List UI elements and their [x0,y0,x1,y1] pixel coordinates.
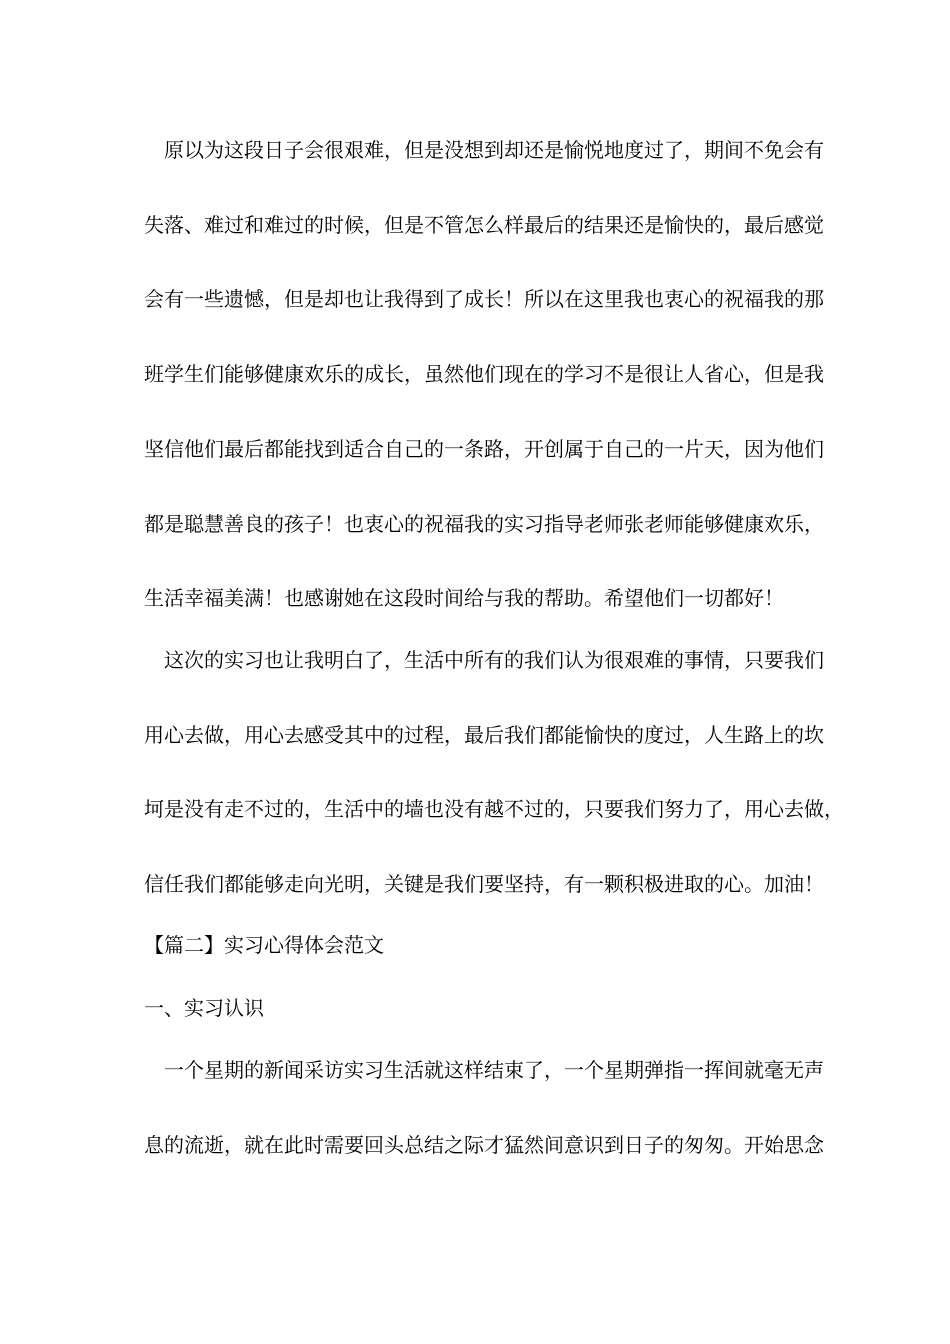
text-line: 都是聪慧善良的孩子！也衷心的祝福我的实习指导老师张老师能够健康欢乐， [144,512,824,536]
text-line: 坚信他们最后都能找到适合自己的一条路，开创属于自己的一片天，因为他们 [144,437,824,461]
text-line: 用心去做，用心去感受其中的过程，最后我们都能愉快的度过，人生路上的坎 [144,723,824,747]
subsection-heading: 一、实习认识 [144,996,264,1020]
text-line: 坷是没有走不过的，生活中的墙也没有越不过的，只要我们努力了，用心去做， [144,797,844,821]
text-line: 一个星期的新闻采访实习生活就这样结束了，一个星期弹指一挥间就毫无声 [144,1058,824,1082]
text-line: 班学生们能够健康欢乐的成长，虽然他们现在的学习不是很让人省心，但是我 [144,362,824,386]
text-line: 失落、难过和难过的时候，但是不管怎么样最后的结果还是愉快的，最后感觉 [144,213,824,237]
text-line: 信任我们都能够走向光明，关键是我们要坚持，有一颗积极进取的心。加油！ [144,872,824,896]
section-heading: 【篇二】实习心得体会范文 [144,933,384,957]
text-line: 原以为这段日子会很艰难，但是没想到却还是愉悦地度过了，期间不免会有 [144,138,824,162]
text-line: 生活幸福美满！也感谢她在这段时间给与我的帮助。希望他们一切都好！ [144,586,784,610]
text-line: 息的流逝，就在此时需要回头总结之际才猛然间意识到日子的匆匆。开始思念 [144,1133,824,1157]
text-line: 这次的实习也让我明白了，生活中所有的我们认为很艰难的事情，只要我们 [144,648,824,672]
text-line: 会有一些遗憾，但是却也让我得到了成长！所以在这里我也衷心的祝福我的那 [144,287,824,311]
